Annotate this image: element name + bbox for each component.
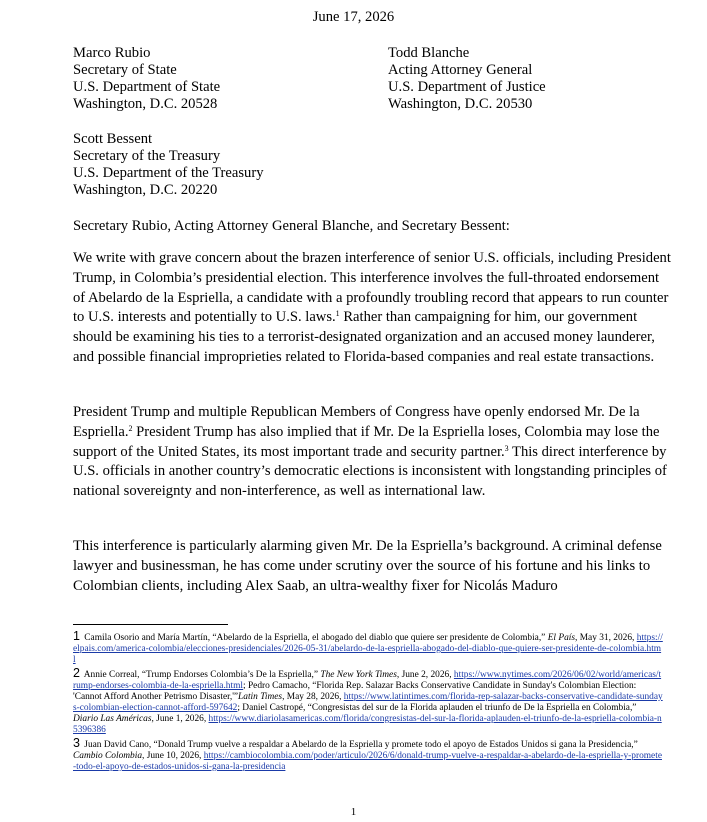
publication-name: The New York Times <box>320 670 397 680</box>
recipient-bessent <box>73 131 264 199</box>
footnote-3 <box>73 738 663 773</box>
footnote-text: ; Daniel Castropé, “Congresistas del sur de la Florida aplauden el triunfo de De la Espriella en Colombia,” <box>237 703 637 713</box>
footnote-text: , May 28, 2026, <box>282 692 344 702</box>
recipient-name: Marco Rubio <box>73 45 151 61</box>
footnote-text: Camila Osorio and María Martín, “Abelardo de la Espriella, el abogado del diablo que quiere ser presidente de Colombia,” <box>84 633 548 643</box>
footnote-text: , May 31, 2026, <box>575 633 637 643</box>
recipient-department: U.S. Department of Justice <box>388 79 546 95</box>
page-number: 1 <box>350 806 357 818</box>
footnote-ref[interactable]: 1 <box>335 309 340 319</box>
recipient-title: Acting Attorney General <box>388 62 533 78</box>
footnote-number: 1 <box>73 629 80 643</box>
recipient-city: Washington, D.C. 20220 <box>73 182 218 198</box>
letter-date: June 17, 2026 <box>312 9 395 25</box>
footnote-link[interactable]: https://www.latintimes.com/florida-rep-salazar-backs-conservative-candidate-sundays-colombian-election-cannot-afford-597642 <box>73 692 663 713</box>
paragraph-text: President Trump has also implied that if Mr. De la Espriella loses, Colombia may lose the support of the United States, its most important trade and security partner. <box>73 423 660 460</box>
footnote-1 <box>73 631 663 666</box>
recipient-rubio <box>73 45 220 113</box>
footnote-text: , June 10, 2026, <box>142 751 204 761</box>
body-paragraph-1 <box>73 249 673 368</box>
footnote-ref[interactable]: 3 <box>504 443 509 453</box>
recipient-department: U.S. Department of the Treasury <box>73 165 264 181</box>
footnotes <box>73 631 663 775</box>
footnote-2 <box>73 668 663 736</box>
footnote-link[interactable]: https://elpais.com/america-colombia/elecciones-presidenciales/2026-05-31/abelardo-de-la-espriella-abogado-del-diablo-que-quiere-ser-presidente-de-colombia.html <box>73 633 663 665</box>
footnote-link[interactable]: https://www.diariolasamericas.com/florida/congresistas-del-sur-la-florida-aplauden-el-triunfo-de-la-espriella-colombia-n5396386 <box>73 714 662 735</box>
footnote-divider <box>73 624 228 625</box>
recipient-city: Washington, D.C. 20528 <box>73 96 218 112</box>
recipient-blanche <box>388 45 546 113</box>
body-paragraph-2 <box>73 403 673 502</box>
footnote-ref[interactable]: 2 <box>128 423 133 433</box>
paragraph-text: This interference is particularly alarming given Mr. De la Espriella’s background. A criminal defense lawyer and businessman, he has come under scrutiny over the source of his fortune and his links to Colombian clients, including Alex Saab, an ultra-wealthy fixer for Nicolás Maduro <box>73 538 662 594</box>
recipient-city: Washington, D.C. 20530 <box>388 96 533 112</box>
footnote-number: 2 <box>73 666 80 680</box>
footnote-text: Annie Correal, “Trump Endorses Colombia’s De la Espriella,” <box>83 670 321 680</box>
recipient-title: Secretary of State <box>73 62 177 78</box>
salutation: Secretary Rubio, Acting Attorney General Blanche, and Secretary Bessent: <box>73 218 510 234</box>
publication-name: Diario Las Américas <box>73 714 152 724</box>
paragraph-text: Rather than campaigning for him, our government should be examining his ties to a terrorist-designated organization and an accused money launderer, and possible financial improprieties related to Florida-based companies and real estate transactions. <box>73 309 655 365</box>
paragraph-text: This direct interference by U.S. officials in another country’s democratic elections is inconsistent with longstanding principles of national sovereignty and non-interference, as well as international law. <box>73 443 667 500</box>
footnote-text: , June 1, 2026, <box>151 714 209 724</box>
footnote-text: Juan David Cano, “Donald Trump vuelve a respaldar a Abelardo de la Espriella y promete todo el apoyo de Estados Unidos si gana la Presidencia,” <box>84 740 638 750</box>
body-paragraph-3 <box>73 537 673 596</box>
footnote-text: ; Pedro Camacho, “Florida Rep. Salazar Backs Conservative Candidate in Sunday's Colombian Election: 'Cannot Afford Another Petrismo Disaster,'” <box>73 681 637 702</box>
footnote-number: 3 <box>73 736 80 750</box>
footnote-link[interactable]: https://cambiocolombia.com/poder/articulo/2026/6/donald-trump-vuelve-a-respaldar-a-abelardo-de-la-espriella-y-promete-todo-el-apoyo-de-estados-unidos-si-gana-la-presidencia <box>73 751 662 772</box>
publication-name: El País <box>547 633 576 643</box>
paragraph-text: President Trump and multiple Republican Members of Congress have openly endorsed Mr. De la Espriella. <box>73 404 640 440</box>
publication-name: Latin Times <box>238 692 283 702</box>
footnote-text: , June 2, 2026, <box>396 670 454 680</box>
recipient-department: U.S. Department of State <box>73 79 221 95</box>
recipient-title: Secretary of the Treasury <box>73 148 221 164</box>
publication-name: Cambio Colombia <box>73 751 143 761</box>
footnote-link[interactable]: https://www.nytimes.com/2026/06/02/world/americas/trump-endorses-colombia-de-la-espriella.html <box>73 670 662 691</box>
recipient-name: Scott Bessent <box>73 131 153 147</box>
paragraph-text: We write with grave concern about the brazen interference of senior U.S. officials, including President Trump, in Colombia’s presidential election. This interference involves the full-throated endorsement of Abelardo de la Espriella, a candidate with a profoundly troubling record that appears to run counter to U.S. interests and potentially to U.S. laws. <box>73 250 671 326</box>
recipient-name: Todd Blanche <box>388 45 470 61</box>
